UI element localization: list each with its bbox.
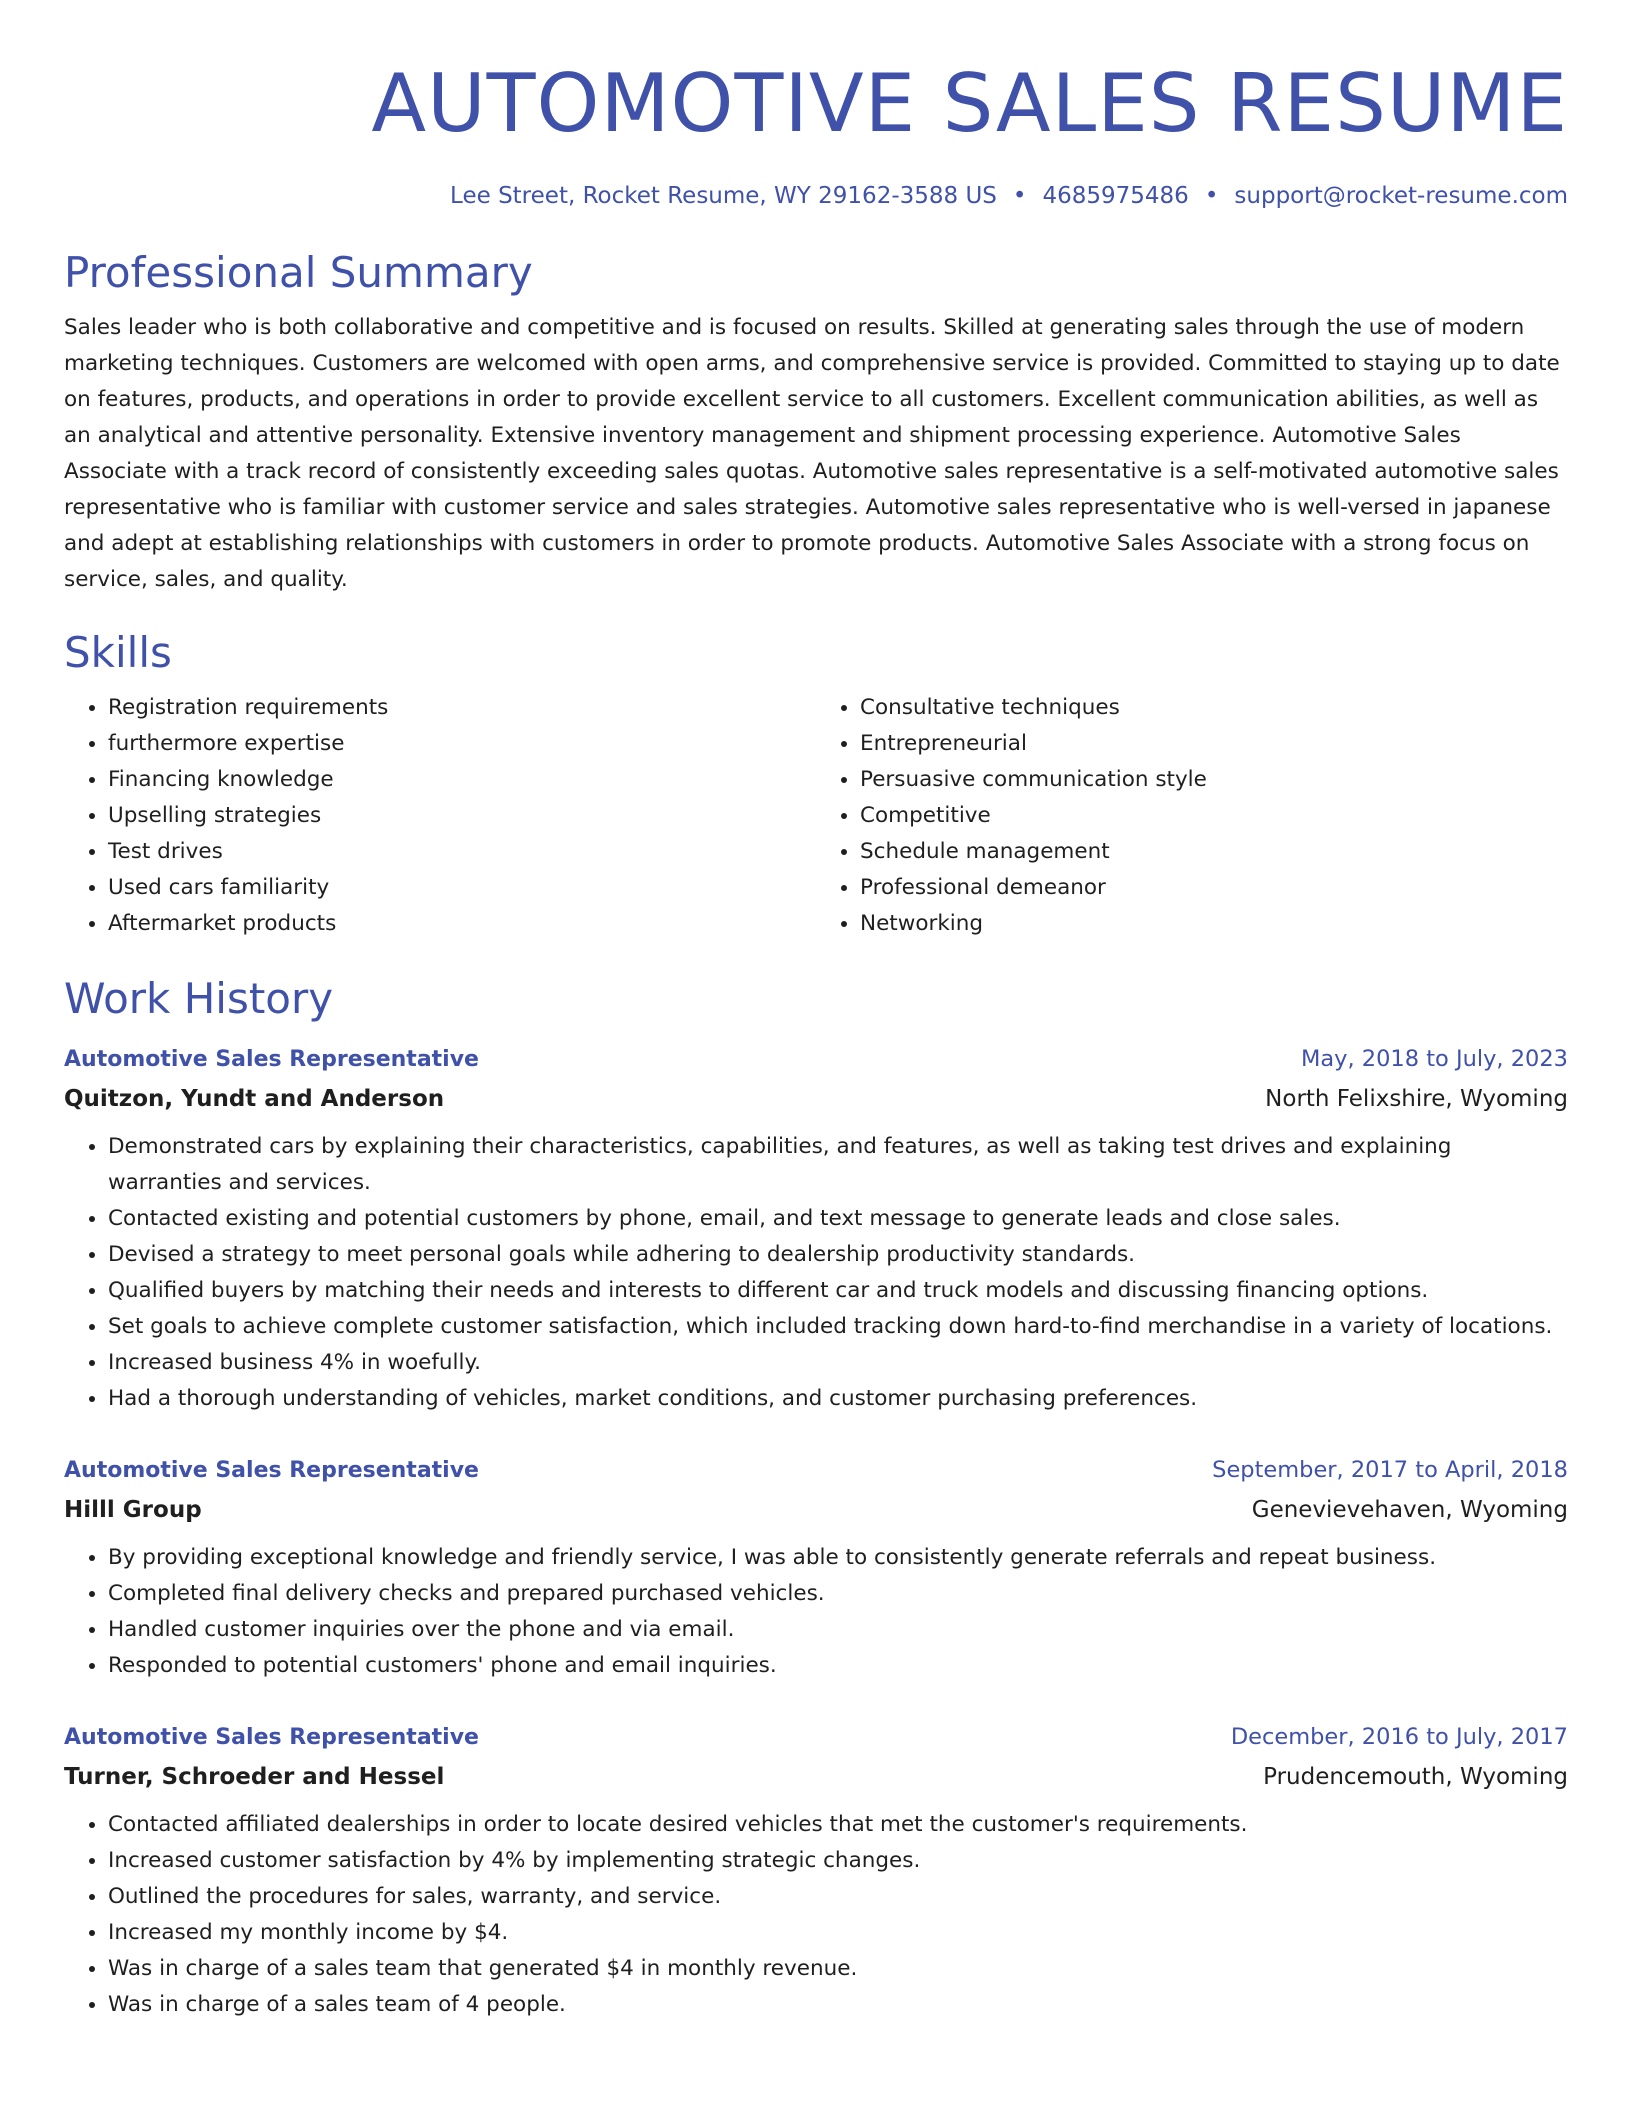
job-title-row: [64, 1040, 1568, 1079]
skill-item: • Aftermarket products: [108, 906, 816, 942]
job-bullet: • Was in charge of a sales team that generated $4 in monthly revenue.: [108, 1951, 1568, 1987]
skill-item: • Consultative techniques: [860, 690, 1568, 726]
job-entry: [64, 1040, 1568, 1417]
job-bullet: • Increased customer satisfaction by 4% by implementing strategic changes.: [108, 1843, 1568, 1879]
job-company-row: [64, 1490, 1568, 1530]
job-dates: December, 2016 to July, 2017: [1230, 1724, 1568, 1750]
job-bullet: • Increased my monthly income by $4.: [108, 1915, 1568, 1951]
job-bullets: [64, 1807, 1568, 2023]
skills-column-left: [64, 690, 816, 942]
job-bullet: • Outlined the procedures for sales, warranty, and service.: [108, 1879, 1568, 1915]
job-bullets: [64, 1129, 1568, 1417]
job-bullet: • Contacted affiliated dealerships in order to locate desired vehicles that met the customer's requirements.: [108, 1807, 1568, 1843]
resume-page: [64, 0, 1568, 2023]
job-location: Prudencemouth, Wyoming: [1263, 1764, 1568, 1790]
job-entry: [64, 1718, 1568, 2023]
job-bullet: • Devised a strategy to meet personal goals while adhering to dealership productivity standards.: [108, 1237, 1568, 1273]
skill-item: • Competitive: [860, 798, 1568, 834]
job-dates: September, 2017 to April, 2018: [1212, 1457, 1568, 1483]
contact-address: Lee Street, Rocket Resume, WY 29162-3588 US: [450, 183, 997, 209]
job-company: Quitzon, Yundt and Anderson: [64, 1086, 445, 1112]
section-title-summary: Professional Summary: [64, 248, 533, 297]
skill-item: • Used cars familiarity: [108, 870, 816, 906]
skill-item: • Registration requirements: [108, 690, 816, 726]
resume-title: AUTOMOTIVE SALES RESUME: [371, 57, 1568, 150]
skills-column-right: [816, 690, 1568, 942]
job-title: Automotive Sales Representative: [64, 1725, 479, 1750]
skill-item: • Professional demeanor: [860, 870, 1568, 906]
contact-phone: 4685975486: [1042, 183, 1189, 209]
summary-text: Sales leader who is both collaborative and competitive and is focused on results. Skilled at generating sales through the use of modern marketing techniques. Customers are welcomed with open arms, and comprehensive service is provided. Committed to staying up to date on features, products, and operations in order to provide excellent service to all customers. Excellent communication abilities, as well as an analytical and attentive personality. Extensive inventory management and shipment processing experience. Automotive Sales Associate with a track record of consistently exceeding sales quotas. Automotive sales representative is a self-motivated automotive sales representative who is familiar with customer service and sales strategies. Automotive sales representative who is well-versed in japanese and adept at establishing relationships with customers in order to promote products. Automotive Sales Associate with a strong focus on service, sales, and quality.: [64, 315, 1560, 592]
skills-grid: [64, 690, 1568, 942]
job-company-row: [64, 1757, 1568, 1797]
job-bullet: • Demonstrated cars by explaining their characteristics, capabilities, and features, as well as taking test drives and explaining warranties and services.: [108, 1129, 1568, 1201]
job-bullet: • Qualified buyers by matching their needs and interests to different car and truck models and discussing financing options.: [108, 1273, 1568, 1309]
contact-separator: •: [1012, 183, 1027, 209]
job-title-row: [64, 1451, 1568, 1490]
skill-item: • Entrepreneurial: [860, 726, 1568, 762]
skill-item: • Upselling strategies: [108, 798, 816, 834]
job-bullet: • Contacted existing and potential customers by phone, email, and text message to generate leads and close sales.: [108, 1201, 1568, 1237]
job-company: Turner, Schroeder and Hessel: [64, 1764, 445, 1790]
job-title-row: [64, 1718, 1568, 1757]
skill-item: • furthermore expertise: [108, 726, 816, 762]
job-dates: May, 2018 to July, 2023: [1300, 1046, 1568, 1072]
job-bullet: • Increased business 4% in woefully.: [108, 1345, 1568, 1381]
skill-item: • Networking: [860, 906, 1568, 942]
job-entry: [64, 1451, 1568, 1684]
job-bullet: • Responded to potential customers' phone and email inquiries.: [108, 1648, 1568, 1684]
section-title-work-history: Work History: [64, 974, 334, 1023]
contact-line: [64, 180, 1568, 212]
contact-separator: •: [1204, 183, 1219, 209]
job-bullet: • Set goals to achieve complete customer satisfaction, which included tracking down hard-to-find merchandise in a variety of locations.: [108, 1309, 1568, 1345]
section-title-skills: Skills: [64, 628, 172, 677]
job-company: Hilll Group: [64, 1497, 202, 1523]
job-bullet: • Was in charge of a sales team of 4 people.: [108, 1987, 1568, 2023]
job-bullets: [64, 1540, 1568, 1684]
job-location: North Felixshire, Wyoming: [1265, 1086, 1568, 1112]
job-title: Automotive Sales Representative: [64, 1047, 479, 1072]
skill-item: • Test drives: [108, 834, 816, 870]
job-location: Genevievehaven, Wyoming: [1251, 1497, 1568, 1523]
skill-item: • Schedule management: [860, 834, 1568, 870]
contact-email: support@rocket-resume.com: [1234, 183, 1568, 209]
job-bullet: • Handled customer inquiries over the phone and via email.: [108, 1612, 1568, 1648]
job-bullet: • Had a thorough understanding of vehicles, market conditions, and customer purchasing preferences.: [108, 1381, 1568, 1417]
skill-item: • Financing knowledge: [108, 762, 816, 798]
skill-item: • Persuasive communication style: [860, 762, 1568, 798]
job-bullet: • By providing exceptional knowledge and friendly service, I was able to consistently generate referrals and repeat business.: [108, 1540, 1568, 1576]
job-title: Automotive Sales Representative: [64, 1458, 479, 1483]
job-company-row: [64, 1079, 1568, 1119]
job-bullet: • Completed final delivery checks and prepared purchased vehicles.: [108, 1576, 1568, 1612]
